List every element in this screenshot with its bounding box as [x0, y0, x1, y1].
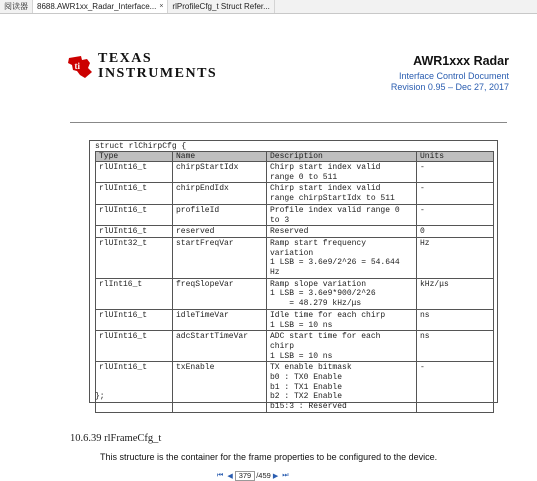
- cell-description: TX enable bitmask b0 : TX0 Enable b1 : TX1 Enable b2 : TX2 Enable b15:3 : Reserved: [267, 362, 417, 413]
- cell-description: Ramp start frequency variation 1 LSB = 3.6e9/2^26 = 54.644 Hz: [267, 237, 417, 278]
- tab-label: 8688.AWR1xx_Radar_Interface...: [37, 2, 157, 11]
- cell-name: startFreqVar: [173, 237, 267, 278]
- cell-name: chirpStartIdx: [173, 162, 267, 183]
- cell-type: rlUInt16_t: [96, 183, 173, 204]
- ti-state-icon: [66, 54, 94, 80]
- struct-open: struct rlChirpCfg {: [95, 142, 187, 151]
- table-row: [96, 226, 494, 238]
- table-row: [96, 162, 494, 183]
- column-header-type: Type: [96, 152, 173, 162]
- cell-name: chirpEndIdx: [173, 183, 267, 204]
- tab-reader[interactable]: [0, 0, 33, 13]
- column-header-units: Units: [417, 152, 494, 162]
- tab-bar: [0, 0, 537, 14]
- logo-line-2: INSTRUMENTS: [98, 66, 218, 81]
- cell-units: kHz/μs: [417, 278, 494, 309]
- cell-name: profileId: [173, 204, 267, 225]
- page-navigator: [215, 471, 291, 480]
- column-header-description: Description: [267, 152, 417, 162]
- cell-name: adcStartTimeVar: [173, 331, 267, 362]
- next-page-icon[interactable]: ▶: [272, 472, 279, 480]
- struct-fields-table: [95, 151, 494, 413]
- prev-page-icon[interactable]: ◀: [227, 472, 233, 480]
- page-total: /459: [256, 471, 271, 480]
- header-divider: [70, 122, 507, 123]
- cell-units: 0: [417, 226, 494, 238]
- cell-type: rlUInt16_t: [96, 226, 173, 238]
- logo-line-1: TEXAS: [98, 51, 153, 66]
- tab-document[interactable]: [33, 0, 168, 13]
- logo-wordmark: [98, 52, 217, 81]
- svg-text:ti: ti: [74, 60, 80, 71]
- table-row: [96, 309, 494, 330]
- cell-description: ADC start time for each chirp 1 LSB = 10 ns: [267, 331, 417, 362]
- cell-description: Idle time for each chirp 1 LSB = 10 ns: [267, 309, 417, 330]
- cell-type: rlUInt16_t: [96, 162, 173, 183]
- tab-label: 阅读器: [4, 2, 28, 11]
- page-number-input[interactable]: 379: [235, 471, 256, 481]
- toolbar-area: [0, 14, 537, 39]
- cell-description: Chirp start index valid range chirpStartIdx to 511: [267, 183, 417, 204]
- cell-units: -: [417, 204, 494, 225]
- document-revision: Revision 0.95 – Dec 27, 2017: [390, 82, 509, 92]
- cell-name: txEnable: [173, 362, 267, 413]
- document-title: AWR1xxx Radar: [413, 54, 509, 68]
- column-header-name: Name: [173, 152, 267, 162]
- cell-units: ns: [417, 309, 494, 330]
- cell-units: ns: [417, 331, 494, 362]
- struct-close: };: [95, 392, 105, 401]
- cell-description: Reserved: [267, 226, 417, 238]
- tab-label: rlProfileCfg_t Struct Refer...: [172, 2, 270, 11]
- section-description: This structure is the container for the frame properties to be configured to the device.: [100, 452, 438, 462]
- document-header: [391, 54, 509, 92]
- cell-units: Hz: [417, 237, 494, 278]
- last-page-icon[interactable]: ⏭: [282, 471, 289, 479]
- cell-description: Profile index valid range 0 to 3: [267, 204, 417, 225]
- tab-struct-reference[interactable]: [168, 0, 274, 13]
- document-subtitle: Interface Control Document: [398, 71, 509, 81]
- cell-description: Chirp start index valid range 0 to 511: [267, 162, 417, 183]
- cell-name: idleTimeVar: [173, 309, 267, 330]
- cell-units: -: [417, 162, 494, 183]
- cell-type: rlUInt16_t: [96, 204, 173, 225]
- cell-type: rlUInt16_t: [96, 362, 173, 413]
- cell-name: freqSlopeVar: [173, 278, 267, 309]
- cell-units: -: [417, 183, 494, 204]
- table-header-row: [96, 152, 494, 162]
- table-row: [96, 331, 494, 362]
- cell-type: rlUInt32_t: [96, 237, 173, 278]
- table-row: [96, 362, 494, 413]
- cell-description: Ramp slope variation 1 LSB = 3.6e9*900/2^26 = 48.279 kHz/μs: [267, 278, 417, 309]
- cell-name: reserved: [173, 226, 267, 238]
- table-row: [96, 278, 494, 309]
- table-row: [96, 237, 494, 278]
- cell-units: -: [417, 362, 494, 413]
- struct-code-block: [89, 140, 498, 412]
- cell-type: rlInt16_t: [96, 278, 173, 309]
- close-icon[interactable]: ×: [159, 3, 164, 10]
- table-row: [96, 183, 494, 204]
- first-page-icon[interactable]: ⏮: [217, 471, 224, 479]
- table-row: [96, 204, 494, 225]
- section-heading: 10.6.39 rlFrameCfg_t: [70, 433, 162, 444]
- cell-type: rlUInt16_t: [96, 309, 173, 330]
- cell-type: rlUInt16_t: [96, 331, 173, 362]
- ti-logo: [66, 52, 217, 81]
